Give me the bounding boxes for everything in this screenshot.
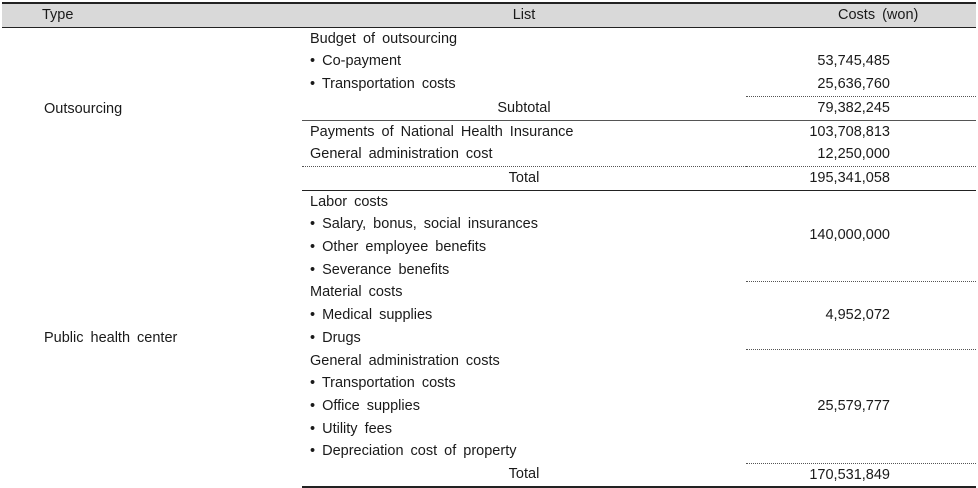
type-outsourcing: Outsourcing [44,100,123,117]
copayment-value: 53,745,485 [817,53,890,70]
header-type: Type [2,3,302,27]
admin-item: • Depreciation cost of property [310,443,517,460]
table-row [2,190,976,213]
admin-label: General administration cost [302,143,746,166]
labor-item: • Other employee benefits [310,239,487,256]
labor-heading: Labor costs [310,193,388,210]
total-value: 195,341,058 [746,166,976,190]
total-value: 170,531,849 [746,463,976,487]
header-row [2,3,976,27]
table-row [2,27,976,50]
subtotal-label: Subtotal [302,96,746,120]
admin-costs-value: 25,579,777 [746,350,976,464]
nhi-value: 103,708,813 [809,123,890,140]
subtotal-value: 79,382,245 [746,96,976,120]
header-list: List [302,3,746,27]
transport-label: • Transportation costs [310,76,456,93]
nhi-label: Payments of National Health Insurance [310,123,574,140]
labor-item: • Salary, bonus, social insurances [310,216,538,233]
header-costs: Costs (won) [746,3,976,27]
admin-value: 12,250,000 [746,143,976,166]
admin-item: • Transportation costs [310,375,456,392]
labor-value: 140,000,000 [746,190,976,281]
total-label: Total [302,166,746,190]
admin-item: • Office supplies [310,397,420,414]
admin-heading: General administration costs [310,352,500,369]
total-label: Total [302,463,746,487]
transport-value: 25,636,760 [746,73,976,96]
budget-heading: Budget of outsourcing [310,30,458,47]
material-heading: Material costs [310,284,403,301]
labor-item: • Severance benefits [310,261,450,278]
material-item: • Medical supplies [310,307,433,324]
type-public-health: Public health center [44,330,178,347]
material-value: 4,952,072 [746,281,976,349]
copayment-label: • Co-payment [310,53,402,70]
cost-table [2,2,976,488]
admin-item: • Utility fees [310,420,392,437]
material-item: • Drugs [310,329,361,346]
